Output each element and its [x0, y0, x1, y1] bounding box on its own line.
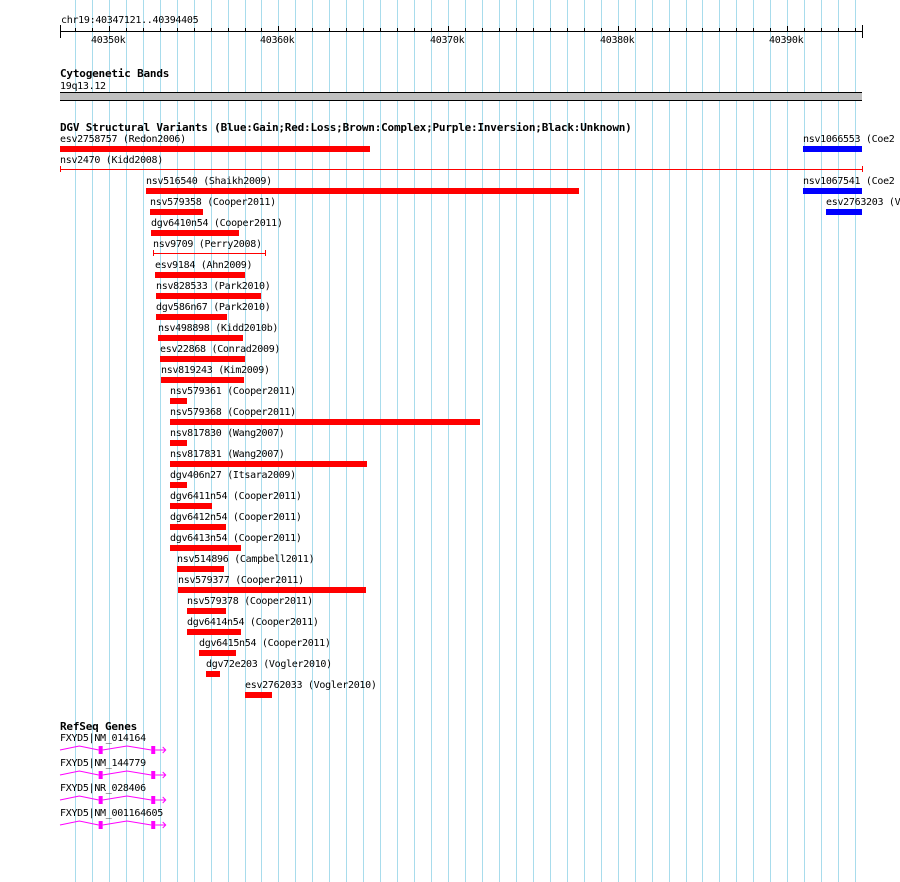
dgv-feature-bar[interactable]: [170, 398, 187, 404]
dgv-feature-endcap: [153, 250, 154, 256]
ruler-minor-tick: [584, 28, 585, 32]
ruler-minor-tick: [516, 28, 517, 32]
ruler-minor-tick: [75, 28, 76, 32]
ruler-tick-label: 40350k: [91, 35, 126, 46]
dgv-feature-bar[interactable]: [170, 545, 241, 551]
refseq-gene-label[interactable]: FXYD5|NM_014164: [60, 733, 146, 744]
ruler-minor-tick: [346, 28, 347, 32]
ruler-major-tick: [109, 26, 110, 32]
ruler-tick-label: 40370k: [430, 35, 465, 46]
intron-line: [103, 796, 152, 800]
ruler-minor-tick: [177, 28, 178, 32]
ruler-major-tick: [278, 26, 279, 32]
dgv-feature-bar[interactable]: [151, 230, 239, 236]
ruler-end-tick: [60, 25, 61, 38]
exon-block: [99, 796, 103, 804]
ruler-tick-label: 40380k: [600, 35, 635, 46]
dgv-feature-bar[interactable]: [170, 482, 187, 488]
dgv-feature-label[interactable]: dgv6410n54 (Cooper2011): [151, 218, 283, 229]
dgv-feature-label[interactable]: dgv586n67 (Park2010): [156, 302, 271, 313]
dgv-feature-label[interactable]: esv9184 (Ahn2009): [155, 260, 253, 271]
dgv-feature-bar[interactable]: [206, 671, 220, 677]
dgv-feature-label[interactable]: nsv579368 (Cooper2011): [170, 407, 296, 418]
refseq-gene-model[interactable]: [60, 744, 171, 756]
refseq-gene-label[interactable]: FXYD5|NM_001164605: [60, 808, 163, 819]
ruler-minor-tick: [126, 28, 127, 32]
dgv-feature-bar[interactable]: [826, 209, 862, 215]
ruler-minor-tick: [652, 28, 653, 32]
dgv-feature-bar[interactable]: [187, 629, 241, 635]
dgv-feature-label[interactable]: dgv72e203 (Vogler2010): [206, 659, 332, 670]
dgv-feature-endcap: [60, 166, 61, 172]
dgv-feature-bar[interactable]: [158, 335, 243, 341]
intron-line: [103, 771, 152, 775]
dgv-feature-bar[interactable]: [156, 314, 227, 320]
dgv-feature-label[interactable]: nsv817830 (Wang2007): [170, 428, 285, 439]
refseq-gene-model[interactable]: [60, 769, 171, 781]
ruler-major-tick: [787, 26, 788, 32]
dgv-feature-bar[interactable]: [803, 188, 862, 194]
cytoband-track-title: Cytogenetic Bands: [60, 67, 170, 80]
dgv-feature-label[interactable]: nsv579377 (Cooper2011): [178, 575, 304, 586]
location-label: chr19:40347121..40394405: [61, 15, 199, 26]
ruler-minor-tick: [719, 28, 720, 32]
ruler-minor-tick: [533, 28, 534, 32]
dgv-feature-label[interactable]: nsv817831 (Wang2007): [170, 449, 285, 460]
ruler-minor-tick: [397, 28, 398, 32]
dgv-feature-bar[interactable]: [160, 356, 245, 362]
exon-block: [99, 746, 103, 754]
intron-line: [103, 821, 152, 825]
ruler-minor-tick: [482, 28, 483, 32]
exon-block: [151, 746, 155, 754]
dgv-feature-bar[interactable]: [161, 377, 244, 383]
dgv-feature-label[interactable]: nsv819243 (Kim2009): [161, 365, 270, 376]
ruler-minor-tick: [329, 28, 330, 32]
dgv-feature-bar[interactable]: [170, 503, 212, 509]
refseq-gene-model[interactable]: [60, 794, 171, 806]
ruler-minor-tick: [312, 28, 313, 32]
dgv-feature-bar[interactable]: [150, 209, 203, 215]
exon-block: [99, 821, 103, 829]
dgv-feature-label[interactable]: nsv2470 (Kidd2008): [60, 155, 163, 166]
ruler-minor-tick: [92, 28, 93, 32]
dgv-feature-bar[interactable]: [146, 188, 579, 194]
ruler-tick-label: 40360k: [260, 35, 295, 46]
ruler-end-tick: [862, 25, 863, 38]
dgv-feature-label[interactable]: dgv6413n54 (Cooper2011): [170, 533, 302, 544]
ruler-minor-tick: [211, 28, 212, 32]
dgv-feature-bar[interactable]: [155, 272, 245, 278]
exon-block: [151, 771, 155, 779]
dgv-feature-label[interactable]: nsv1067541 (Coe2: [803, 176, 895, 187]
ruler-major-tick: [448, 26, 449, 32]
dgv-feature-label[interactable]: nsv516540 (Shaikh2009): [146, 176, 272, 187]
ruler-minor-tick: [753, 28, 754, 32]
dgv-feature-label[interactable]: dgv406n27 (Itsara2009): [170, 470, 296, 481]
dgv-feature-label[interactable]: nsv498898 (Kidd2010b): [158, 323, 279, 334]
dgv-feature-bar[interactable]: [803, 146, 862, 152]
ruler-minor-tick: [635, 28, 636, 32]
dgv-feature-label[interactable]: nsv514896 (Campbell2011): [177, 554, 315, 565]
ruler-minor-tick: [702, 28, 703, 32]
refseq-gene-model[interactable]: [60, 819, 171, 831]
refseq-gene-label[interactable]: FXYD5|NM_144779: [60, 758, 146, 769]
ruler-minor-tick: [550, 28, 551, 32]
dgv-feature-label[interactable]: esv2762033 (Vogler2010): [245, 680, 377, 691]
ruler-minor-tick: [143, 28, 144, 32]
dgv-feature-label[interactable]: dgv6411n54 (Cooper2011): [170, 491, 302, 502]
dgv-feature-bar[interactable]: [177, 566, 224, 572]
intron-line: [103, 746, 152, 750]
dgv-feature-bar[interactable]: [199, 650, 236, 656]
intron-line: [60, 771, 99, 775]
scale-ruler: [60, 31, 862, 32]
intron-line: [60, 746, 99, 750]
ruler-minor-tick: [804, 28, 805, 32]
intron-line: [60, 821, 99, 825]
ruler-minor-tick: [686, 28, 687, 32]
ruler-minor-tick: [245, 28, 246, 32]
dgv-feature-line[interactable]: [60, 169, 862, 170]
dgv-track-title: DGV Structural Variants (Blue:Gain;Red:Loss;Brown:Complex;Purple:Inversion;Black:Unknown): [60, 121, 632, 134]
ruler-minor-tick: [669, 28, 670, 32]
ruler-minor-tick: [736, 28, 737, 32]
ruler-minor-tick: [160, 28, 161, 32]
ruler-minor-tick: [414, 28, 415, 32]
exon-block: [151, 796, 155, 804]
cytoband-label: 19q13.12: [60, 81, 106, 92]
dgv-feature-bar[interactable]: [170, 461, 367, 467]
ruler-minor-tick: [261, 28, 262, 32]
dgv-feature-label[interactable]: nsv828533 (Park2010): [156, 281, 271, 292]
dgv-feature-bar[interactable]: [245, 692, 272, 698]
ruler-minor-tick: [499, 28, 500, 32]
dgv-feature-label[interactable]: nsv9709 (Perry2008): [153, 239, 262, 250]
ruler-minor-tick: [194, 28, 195, 32]
dgv-feature-label[interactable]: dgv6412n54 (Cooper2011): [170, 512, 302, 523]
dgv-feature-label[interactable]: esv2763203 (V: [826, 197, 900, 208]
ruler-minor-tick: [431, 28, 432, 32]
ruler-minor-tick: [567, 28, 568, 32]
ruler-minor-tick: [855, 28, 856, 32]
dgv-feature-label[interactable]: nsv579358 (Cooper2011): [150, 197, 276, 208]
ruler-minor-tick: [465, 28, 466, 32]
dgv-feature-label[interactable]: nsv579361 (Cooper2011): [170, 386, 296, 397]
dgv-feature-label[interactable]: nsv579378 (Cooper2011): [187, 596, 313, 607]
dgv-feature-line[interactable]: [153, 253, 265, 254]
dgv-feature-bar[interactable]: [187, 608, 226, 614]
ruler-minor-tick: [295, 28, 296, 32]
dgv-feature-label[interactable]: nsv1066553 (Coe2: [803, 134, 895, 145]
refseq-track-title: RefSeq Genes: [60, 720, 138, 733]
ruler-minor-tick: [601, 28, 602, 32]
dgv-feature-label[interactable]: esv22868 (Conrad2009): [160, 344, 281, 355]
ruler-minor-tick: [380, 28, 381, 32]
ruler-minor-tick: [363, 28, 364, 32]
dgv-feature-endcap: [862, 166, 863, 172]
dgv-feature-bar[interactable]: [170, 524, 226, 530]
ruler-minor-tick: [821, 28, 822, 32]
dgv-feature-bar[interactable]: [170, 440, 187, 446]
ruler-minor-tick: [770, 28, 771, 32]
ruler-major-tick: [618, 26, 619, 32]
dgv-feature-label[interactable]: esv2758757 (Redon2006): [60, 134, 186, 145]
dgv-feature-label[interactable]: dgv6414n54 (Cooper2011): [187, 617, 319, 628]
intron-line: [60, 796, 99, 800]
ruler-minor-tick: [228, 28, 229, 32]
dgv-feature-endcap: [265, 250, 266, 256]
dgv-feature-label[interactable]: dgv6415n54 (Cooper2011): [199, 638, 331, 649]
ruler-tick-label: 40390k: [769, 35, 804, 46]
ruler-minor-tick: [838, 28, 839, 32]
dgv-feature-bar[interactable]: [60, 146, 370, 152]
cytoband-bar[interactable]: [60, 92, 862, 101]
dgv-feature-bar[interactable]: [170, 419, 480, 425]
exon-block: [151, 821, 155, 829]
exon-block: [99, 771, 103, 779]
dgv-feature-bar[interactable]: [178, 587, 366, 593]
refseq-gene-label[interactable]: FXYD5|NR_028406: [60, 783, 146, 794]
dgv-feature-bar[interactable]: [156, 293, 261, 299]
